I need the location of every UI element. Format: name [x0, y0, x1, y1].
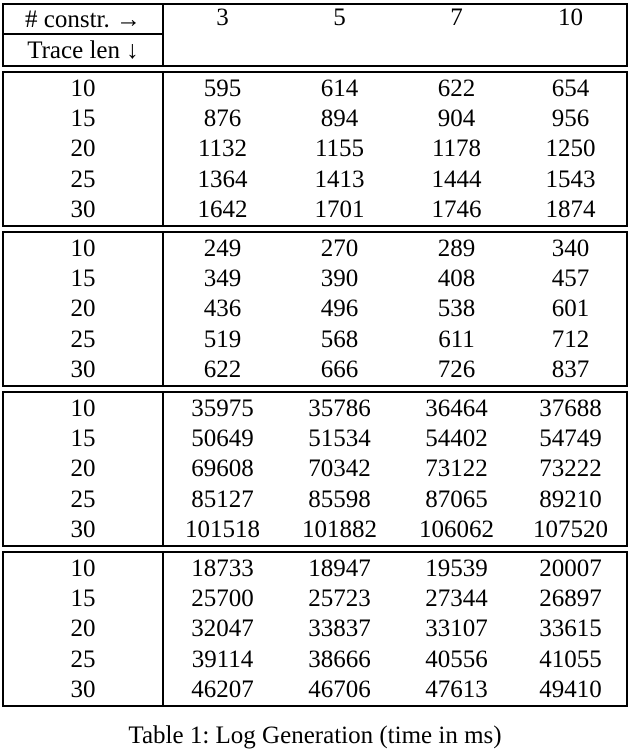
- table-block-4: [2, 551, 628, 707]
- table-row: [4, 644, 626, 674]
- table-cell: 25723: [308, 584, 371, 612]
- table-block-3: [2, 391, 628, 547]
- table-cell: 614: [320, 74, 359, 102]
- table-cell: 837: [551, 356, 590, 384]
- table-cell: 25700: [191, 584, 254, 612]
- table-cell: 568: [320, 325, 359, 353]
- table-cell: 249: [203, 234, 242, 262]
- table-cell: 611: [438, 325, 475, 353]
- table-row: [4, 423, 626, 453]
- table-cell: 19539: [425, 554, 488, 582]
- table-row: [4, 103, 626, 133]
- table-cell: 106062: [419, 516, 494, 544]
- table-block-1: [2, 71, 628, 227]
- table-cell: 1874: [545, 196, 596, 224]
- table-cell: 1543: [545, 165, 596, 193]
- table-cell: 595: [203, 74, 242, 102]
- table-row: [4, 553, 626, 583]
- table-cell: 32047: [191, 615, 254, 643]
- table-cell: 40556: [425, 645, 488, 673]
- column-header: 7: [450, 4, 463, 31]
- table-cell: 70342: [308, 455, 371, 483]
- table-cell: 1250: [545, 135, 596, 163]
- table-cell: 50649: [191, 424, 254, 452]
- table-cell: 538: [437, 295, 476, 323]
- results-table: [2, 3, 628, 707]
- table-cell: 39114: [191, 645, 254, 673]
- row-label: 15: [4, 583, 164, 613]
- table-row: [4, 134, 626, 164]
- table-row: [4, 324, 626, 354]
- table-cell: 876: [203, 105, 242, 133]
- table-cell: 73122: [425, 455, 488, 483]
- row-label: 10: [4, 233, 164, 263]
- table-row: [4, 195, 626, 225]
- row-label: 20: [4, 134, 164, 164]
- table-cell: 33837: [308, 615, 371, 643]
- table-cell: 1701: [314, 196, 365, 224]
- table-cell: 349: [203, 265, 242, 293]
- table-cell: 49410: [539, 676, 602, 704]
- table-cell: 37688: [539, 394, 602, 422]
- table-cell: 33107: [425, 615, 488, 643]
- row-label: 30: [4, 355, 164, 385]
- row-label: 25: [4, 164, 164, 194]
- table-cell: 712: [551, 325, 590, 353]
- table-cell: 35975: [191, 394, 254, 422]
- table-cell: 270: [320, 234, 359, 262]
- table-cell: 35786: [308, 394, 371, 422]
- row-label: 15: [4, 423, 164, 453]
- table-cell: 496: [320, 295, 359, 323]
- table-cell: 54749: [539, 424, 602, 452]
- table-cell: 894: [320, 105, 359, 133]
- table-row: [4, 583, 626, 613]
- table-cell: 18947: [308, 554, 371, 582]
- table-cell: 1444: [431, 165, 482, 193]
- row-label: 15: [4, 263, 164, 293]
- corner-bottom-label: Trace len ↓: [4, 35, 164, 65]
- table-cell: 654: [551, 74, 590, 102]
- table-cell: 85598: [308, 485, 371, 513]
- table-cell: 1178: [431, 135, 482, 163]
- row-label: 10: [4, 553, 164, 583]
- table-row: [4, 355, 626, 385]
- row-label: 25: [4, 484, 164, 514]
- corner-top-label: # constr. →: [4, 5, 164, 35]
- header-row: [4, 5, 626, 35]
- table-cell: 36464: [425, 394, 488, 422]
- table-cell: 101882: [302, 516, 377, 544]
- table-row: [4, 73, 626, 103]
- table-row: [4, 233, 626, 263]
- row-label: 20: [4, 614, 164, 644]
- table-cell: 33615: [539, 615, 602, 643]
- table-row: [4, 614, 626, 644]
- column-header: 5: [333, 4, 346, 31]
- table-cell: 408: [437, 265, 476, 293]
- table-cell: 1413: [314, 165, 365, 193]
- table-cell: 956: [551, 105, 590, 133]
- table-block-2: [2, 231, 628, 387]
- header-row-2: [4, 35, 626, 65]
- table-cell: 1746: [431, 196, 482, 224]
- table-cell: 26897: [539, 584, 602, 612]
- table-cell: 622: [203, 356, 242, 384]
- row-label: 25: [4, 324, 164, 354]
- row-label: 25: [4, 644, 164, 674]
- table-cell: 89210: [539, 485, 602, 513]
- table-cell: 69608: [191, 455, 254, 483]
- table-cell: 47613: [425, 676, 488, 704]
- table-cell: 27344: [425, 584, 488, 612]
- table-cell: 46207: [191, 676, 254, 704]
- table-cell: 18733: [191, 554, 254, 582]
- table-cell: 101518: [185, 516, 260, 544]
- row-label: 10: [4, 393, 164, 423]
- table-cell: 457: [551, 265, 590, 293]
- table-cell: 87065: [425, 485, 488, 513]
- table-row: [4, 514, 626, 544]
- table-cell: 436: [203, 295, 242, 323]
- table-cell: 601: [551, 295, 590, 323]
- table-row: [4, 164, 626, 194]
- table-cell: 726: [437, 356, 476, 384]
- row-label: 30: [4, 674, 164, 704]
- row-label: 20: [4, 294, 164, 324]
- table-cell: 340: [551, 234, 590, 262]
- table-row: [4, 674, 626, 704]
- table-cell: 289: [437, 234, 476, 262]
- table-row: [4, 454, 626, 484]
- table-cell: 51534: [308, 424, 371, 452]
- table-row: [4, 263, 626, 293]
- column-header: 10: [558, 4, 583, 31]
- table-cell: 46706: [308, 676, 371, 704]
- table-cell: 904: [437, 105, 476, 133]
- table-cell: 1642: [197, 196, 248, 224]
- table-cell: 73222: [539, 455, 602, 483]
- row-label: 30: [4, 195, 164, 225]
- column-header: 3: [216, 4, 229, 31]
- table-cell: 41055: [539, 645, 602, 673]
- table-cell: 622: [437, 74, 476, 102]
- table-cell: 85127: [191, 485, 254, 513]
- table-cell: 107520: [533, 516, 608, 544]
- table-row: [4, 294, 626, 324]
- table-cell: 519: [203, 325, 242, 353]
- row-label: 15: [4, 103, 164, 133]
- table-cell: 54402: [425, 424, 488, 452]
- table-cell: 666: [320, 356, 359, 384]
- row-label: 10: [4, 73, 164, 103]
- table-cell: 390: [320, 265, 359, 293]
- table-header: [2, 3, 628, 67]
- table-cell: 38666: [308, 645, 371, 673]
- table-row: [4, 484, 626, 514]
- row-label: 30: [4, 514, 164, 544]
- table-cell: 1132: [197, 135, 248, 163]
- table-row: [4, 393, 626, 423]
- row-label: 20: [4, 454, 164, 484]
- table-cell: 1155: [314, 135, 365, 163]
- table-cell: 20007: [539, 554, 602, 582]
- table-caption: Table 1: Log Generation (time in ms): [128, 722, 502, 749]
- table-cell: 1364: [197, 165, 248, 193]
